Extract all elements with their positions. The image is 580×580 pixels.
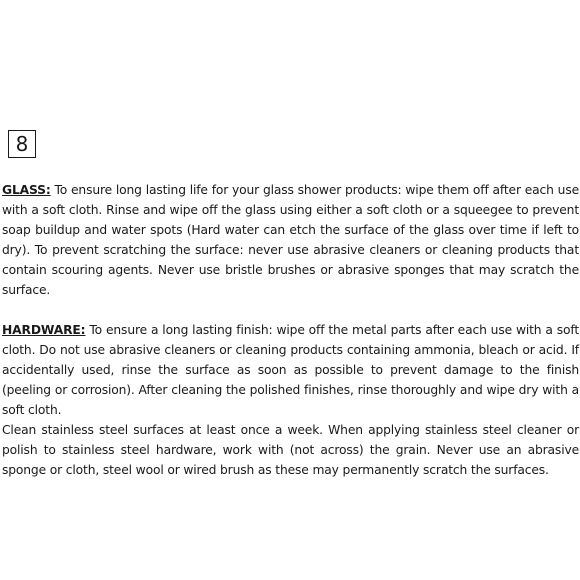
- hardware-heading: HARDWARE:: [2, 323, 86, 337]
- glass-body: To ensure long lasting life for your glass shower products: wipe them off after each use with a soft cloth. Rinse and wipe off the glass using either a soft cloth or a squeegee to prevent soap buildup and water spots (Hard water can etch the surface of the glass over time if left to dry). To prevent scratching the surface: never use abrasive cleaners or cleaning products that contain scouring agents. Never use bristle brushes or abrasive sponges that may scratch the surface.: [2, 183, 579, 297]
- stainless-paragraph: Clean stainless steel surfaces at least once a week. When applying stainless steel cleaner or polish to stainless steel hardware, work with (not across) the grain. Never use an abrasive sponge or cloth, steel wool or wired brush as these may permanently scratch the surfaces.: [2, 423, 579, 477]
- page-number: [8, 130, 36, 158]
- glass-paragraph: [2, 180, 579, 300]
- care-instructions: [2, 180, 579, 480]
- page-number-text: 8: [15, 132, 29, 156]
- hardware-body: To ensure a long lasting finish: wipe off the metal parts after each use with a soft cloth. Do not use abrasive cleaners or cleaning products containing ammonia, bleach or acid. If accidentally used, rinse the surface as soon as possible to prevent damage to the finish (peeling or corrosion). After cleaning the polished finishes, rinse thoroughly and wipe dry with a soft cloth.: [2, 323, 579, 417]
- glass-heading: GLASS:: [2, 183, 51, 197]
- paragraph-gap: [2, 300, 579, 320]
- hardware-paragraph: [2, 320, 579, 420]
